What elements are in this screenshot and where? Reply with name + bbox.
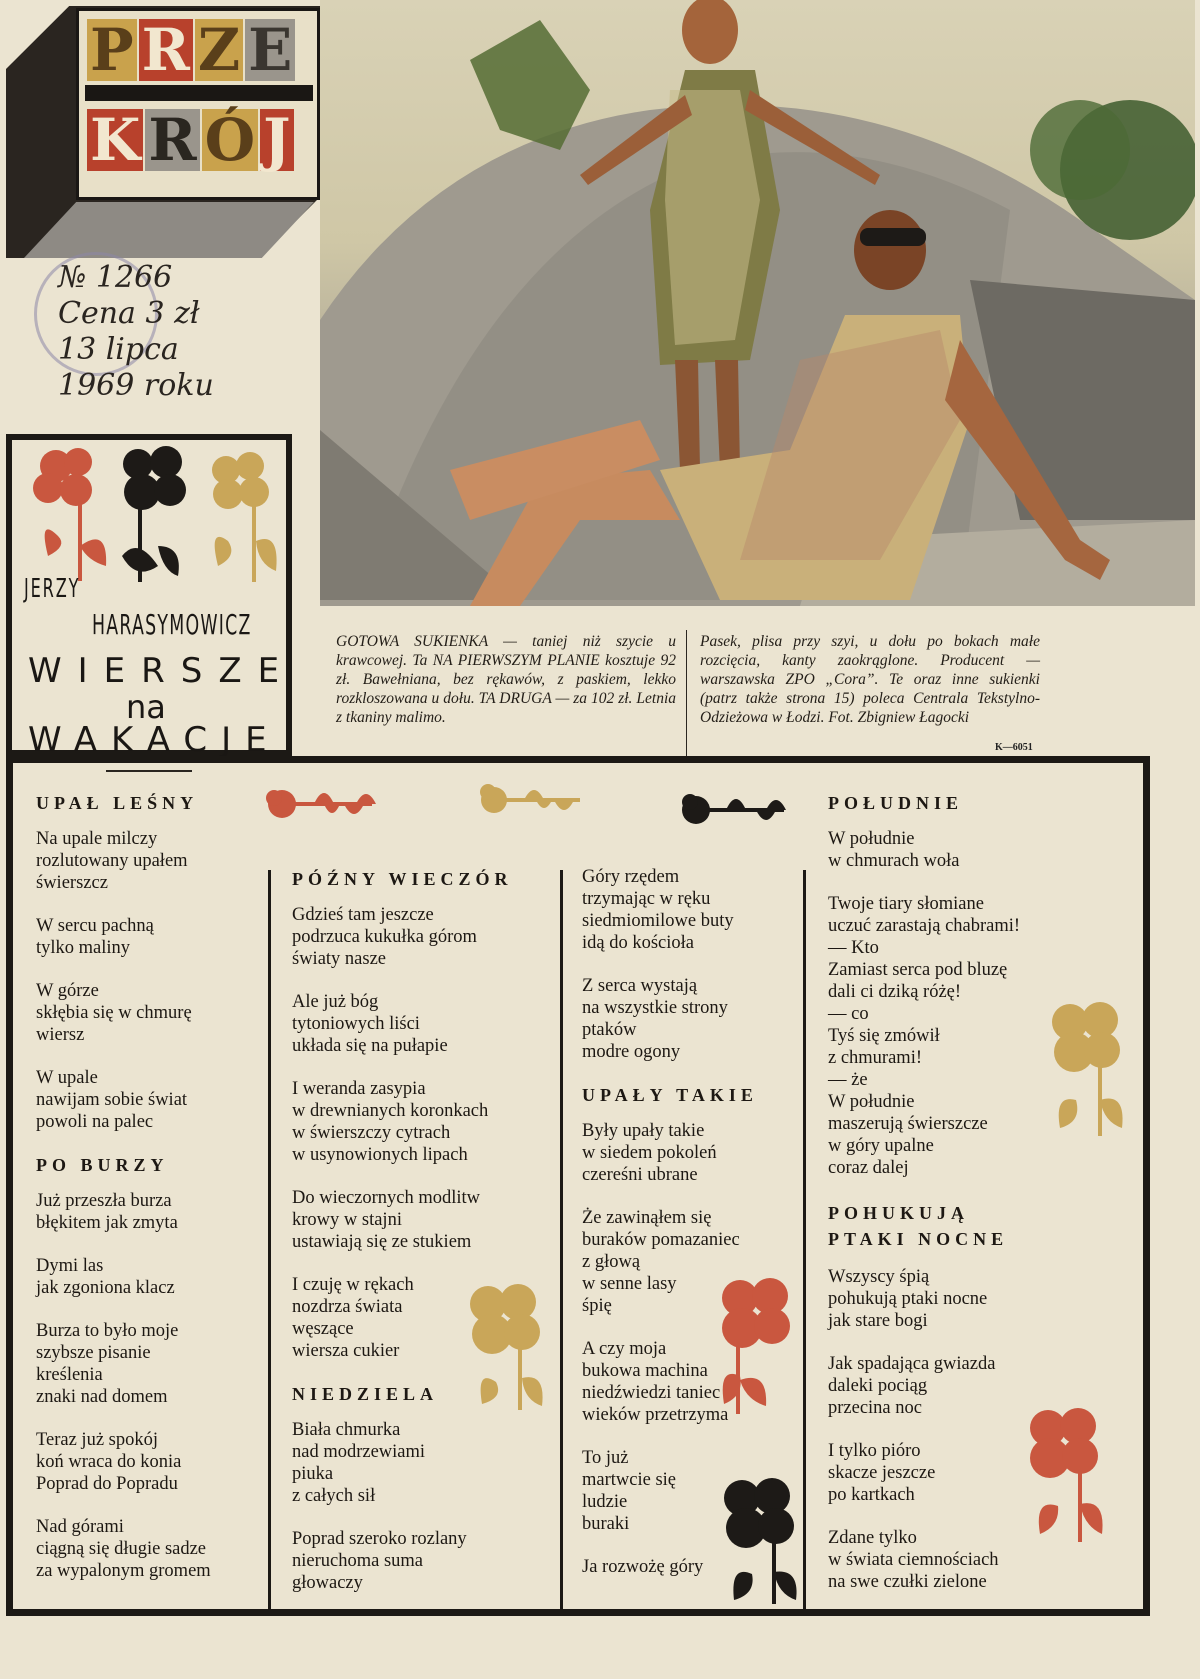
logo-letter: P <box>87 19 137 81</box>
verse-line: — Kto <box>828 938 879 958</box>
verse-line: światy nasze <box>292 949 387 969</box>
stanza <box>828 1527 1128 1593</box>
verse-line: po kartkach <box>828 1485 915 1505</box>
logo-letter: Ó <box>202 109 259 171</box>
stanza <box>292 1419 554 1507</box>
issue-price: Cena 3 zł <box>58 296 200 331</box>
poem-column-4 <box>828 792 1128 1614</box>
verse-line: Gdzieś tam jeszcze <box>292 905 434 925</box>
verse-line: jak stare bogi <box>828 1311 928 1331</box>
stanza <box>582 1556 798 1578</box>
verse-line: W południe <box>828 829 915 849</box>
verse-line: z całych sił <box>292 1486 376 1506</box>
verse-line: układa się na pułapie <box>292 1036 448 1056</box>
verse-line: Tyś się zmówił <box>828 1026 940 1046</box>
verse-line: — co <box>828 1004 869 1024</box>
verse-line: Do wieczornych modlitw <box>292 1188 481 1208</box>
stanza <box>36 1255 262 1299</box>
verse-line: Góry rzędem <box>582 867 680 887</box>
stanza <box>36 1429 262 1495</box>
verse-line: To już <box>582 1448 629 1468</box>
verse-line: tytoniowych liści <box>292 1014 420 1034</box>
verse-line: w góry upalne <box>828 1136 934 1156</box>
verse-line: w chmurach woła <box>828 851 960 871</box>
verse-line: wiersz <box>36 1025 85 1045</box>
logo-letter: K <box>87 109 143 171</box>
verse-line: w siedem pokoleń <box>582 1143 717 1163</box>
poem-title-line: POHUKUJĄ <box>828 1203 969 1223</box>
verse-line: A czy moja <box>582 1339 667 1359</box>
verse-line: I weranda zasypia <box>292 1079 426 1099</box>
verse-line: za wypalonym gromem <box>36 1561 211 1581</box>
verse-line: dali ci dziką różę! <box>828 982 962 1002</box>
verse-line: w świerszczy cytrach <box>292 1123 451 1143</box>
verse-line: w świata ciemnościach <box>828 1550 999 1570</box>
title-wiersze: WIERSZE <box>28 651 296 691</box>
verse-line: Teraz już spokój <box>36 1430 158 1450</box>
verse-line: kreślenia <box>36 1365 103 1385</box>
verse-line: czereśni ubrane <box>582 1165 698 1185</box>
verse-line: I czuję w rękach <box>292 1275 414 1295</box>
verse-line: Nad górami <box>36 1517 124 1537</box>
verse-line: z głową <box>582 1252 641 1272</box>
verse-line: trzymając w ręku <box>582 889 711 909</box>
verse-line: w senne lasy <box>582 1274 677 1294</box>
verse-line: ptaków <box>582 1020 637 1040</box>
verse-line: martwcie się <box>582 1470 676 1490</box>
author-last-name: HARASYMOWICZ <box>92 608 252 641</box>
verse-line: W południe <box>828 1092 915 1112</box>
logo-letter: E <box>245 19 295 81</box>
column-rule <box>560 870 563 1610</box>
verse-line: Burza to było moje <box>36 1321 179 1341</box>
logo-letter: J <box>260 109 293 171</box>
stanza <box>582 1447 798 1535</box>
verse-line: Jak spadająca gwiazda <box>828 1354 996 1374</box>
poem-column-2 <box>292 868 554 1615</box>
stanza <box>36 1190 262 1234</box>
verse-line: modre ogony <box>582 1042 681 1062</box>
verse-line: krowy w stajni <box>292 1210 402 1230</box>
author-first-name: JERZY <box>24 574 81 604</box>
photo-code: K—6051 <box>995 742 1033 753</box>
stanza <box>828 893 1128 1179</box>
verse-line: szybsze pisanie <box>36 1343 151 1363</box>
poem-title: UPAŁ LEŚNY <box>36 793 199 813</box>
verse-line: świerszcz <box>36 873 108 893</box>
verse-line: Twoje tiary słomiane <box>828 894 984 914</box>
logo-bar <box>85 85 313 101</box>
stanza <box>292 1274 554 1362</box>
verse-line: Poprad do Popradu <box>36 1474 178 1494</box>
verse-line: — że <box>828 1070 868 1090</box>
verse-line: na swe czułki zielone <box>828 1572 987 1592</box>
issue-year: 1969 roku <box>58 368 214 403</box>
verse-line: w drewnianych koronkach <box>292 1101 489 1121</box>
caption-divider <box>686 630 687 756</box>
verse-line: ludzie <box>582 1492 628 1512</box>
verse-line: Zdane tylko <box>828 1528 917 1548</box>
verse-line: W górze <box>36 981 99 1001</box>
verse-line: Były upały takie <box>582 1121 705 1141</box>
verse-line: Ja rozwożę góry <box>582 1557 704 1577</box>
stanza <box>828 1266 1128 1332</box>
logo-letter: R <box>139 19 193 81</box>
verse-line: maszerują świerszcze <box>828 1114 988 1134</box>
logo-bottom-row <box>87 106 294 174</box>
verse-line: Dymi las <box>36 1256 104 1276</box>
stanza <box>828 1353 1128 1419</box>
logo-top-row <box>87 16 295 84</box>
masthead <box>6 6 322 258</box>
column-rule <box>268 870 271 1610</box>
verse-line: siedmiomilowe buty <box>582 911 734 931</box>
verse-line: Ale już bóg <box>292 992 379 1012</box>
verse-line: I tylko pióro <box>828 1441 921 1461</box>
verse-line: pohukują ptaki nocne <box>828 1289 988 1309</box>
carnation-gold-icon <box>478 776 590 826</box>
verse-line: na wszystkie strony <box>582 998 728 1018</box>
verse-line: Biała chmurka <box>292 1420 401 1440</box>
stanza <box>292 991 554 1057</box>
verse-line: tylko maliny <box>36 938 131 958</box>
verse-line: Poprad szeroko rozlany <box>292 1529 467 1549</box>
verse-line: nawijam sobie świat <box>36 1090 188 1110</box>
verse-line: wiersza cukier <box>292 1341 400 1361</box>
stanza <box>36 1516 262 1582</box>
poem-title: PÓŹNY WIECZÓR <box>292 869 513 889</box>
verse-line: powoli na palec <box>36 1112 154 1132</box>
verse-line: Na upale milczy <box>36 829 158 849</box>
poem-title: NIEDZIELA <box>292 1384 439 1404</box>
verse-line: skłębia się w chmurę <box>36 1003 192 1023</box>
stanza <box>582 975 798 1063</box>
verse-line: idą do kościoła <box>582 933 695 953</box>
verse-line: skacze jeszcze <box>828 1463 936 1483</box>
poem-title: POŁUDNIE <box>828 793 964 813</box>
carnation-red-icon <box>264 778 384 832</box>
verse-line: wieków przetrzyma <box>582 1405 729 1425</box>
logo-letter: R <box>145 109 199 171</box>
title-na: na <box>126 688 166 726</box>
verse-line: nozdrza świata <box>292 1297 403 1317</box>
verse-line: koń wraca do konia <box>36 1452 182 1472</box>
stanza <box>828 1440 1128 1506</box>
stanza <box>292 1078 554 1166</box>
verse-line: przecina noc <box>828 1398 922 1418</box>
stanza <box>582 1120 798 1186</box>
verse-line: Zamiast serca pod bluzę <box>828 960 1008 980</box>
verse-line: ustawiają się ze stukiem <box>292 1232 472 1252</box>
verse-line: jak zgoniona klacz <box>36 1278 175 1298</box>
verse-line: rozlutowany upałem <box>36 851 188 871</box>
verse-line: buraki <box>582 1514 630 1534</box>
poem-column-1 <box>36 792 262 1603</box>
poem-title-line: PTAKI NOCNE <box>828 1229 1009 1249</box>
verse-line: piuka <box>292 1464 334 1484</box>
stanza <box>292 1528 554 1594</box>
issue-date: 13 lipca <box>58 332 179 367</box>
verse-line: nieruchoma suma <box>292 1551 423 1571</box>
verse-line: niedźwiedzi taniec <box>582 1383 721 1403</box>
logo-box <box>76 8 320 200</box>
stanza <box>582 1207 798 1317</box>
pansy-flowers-header-icon <box>18 446 288 586</box>
verse-line: buraków pomazaniec <box>582 1230 740 1250</box>
issue-number: № 1266 <box>58 260 173 295</box>
stanza <box>292 1187 554 1253</box>
verse-line: Że zawinąłem się <box>582 1208 712 1228</box>
stanza <box>36 1320 262 1408</box>
poem-title: PO BURZY <box>36 1155 169 1175</box>
cover-photo <box>320 0 1195 606</box>
verse-line: węszące <box>292 1319 354 1339</box>
verse-line: błękitem jak zmyta <box>36 1213 178 1233</box>
stanza <box>36 915 262 959</box>
verse-line: Wszyscy śpią <box>828 1267 930 1287</box>
cover-photo-illustration <box>320 0 1195 606</box>
issue-info <box>58 260 258 404</box>
poem-title: UPAŁY TAKIE <box>582 1085 758 1105</box>
poem-column-3 <box>582 866 798 1599</box>
logo-letter: Z <box>195 19 243 81</box>
stanza <box>292 904 554 970</box>
stanza <box>828 828 1128 872</box>
verse-line: daleki pociąg <box>828 1376 928 1396</box>
verse-line: bukowa machina <box>582 1361 708 1381</box>
verse-line: w usynowionych lipach <box>292 1145 468 1165</box>
verse-line: Już przeszła burza <box>36 1191 172 1211</box>
stanza <box>36 1067 262 1133</box>
stanza <box>36 828 262 894</box>
verse-line: uczuć zarastają chabrami! <box>828 916 1021 936</box>
stanza <box>582 1338 798 1426</box>
photo-caption-right: Pasek, plisa przy szyi, u dołu po bokach małe rozcięcia, kanty zaokrąglone. Producent — warszawska ZPO „Cora”. Te oraz inne sukienki (patrz także strona 15) poleca Centrala Tekstylno-Odzieżowa w Łodzi. Fot. Zbigniew Łagocki <box>700 633 1040 726</box>
verse-line: śpię <box>582 1296 612 1316</box>
photo-caption-left: GOTOWA SUKIENKA — taniej niż szycie u krawcowej. Ta NA PIERWSZYM PLANIE kosztuje 92 zł. Bawełniana, bez rękawów, z paskiem, lekko rozkloszowana u dołu. TA DRUGA — za 102 zł. Letnia z tkaniny malimo. <box>336 633 676 726</box>
verse-line: ciągną się długie sadze <box>36 1539 207 1559</box>
verse-line: podrzuca kukułka górom <box>292 927 477 947</box>
carnation-black-icon <box>680 782 792 834</box>
stanza <box>36 980 262 1046</box>
verse-line: głowaczy <box>292 1573 363 1593</box>
verse-line: nad modrzewiami <box>292 1442 426 1462</box>
verse-line: W sercu pachną <box>36 916 154 936</box>
verse-line: z chmurami! <box>828 1048 922 1068</box>
verse-line: coraz dalej <box>828 1158 909 1178</box>
title-wakacje: WAKACJE <box>28 720 281 760</box>
verse-line: W upale <box>36 1068 98 1088</box>
verse-line: Z serca wystają <box>582 976 698 996</box>
poem-title <box>828 1200 1128 1252</box>
stanza <box>582 866 798 954</box>
verse-line: znaki nad domem <box>36 1387 168 1407</box>
